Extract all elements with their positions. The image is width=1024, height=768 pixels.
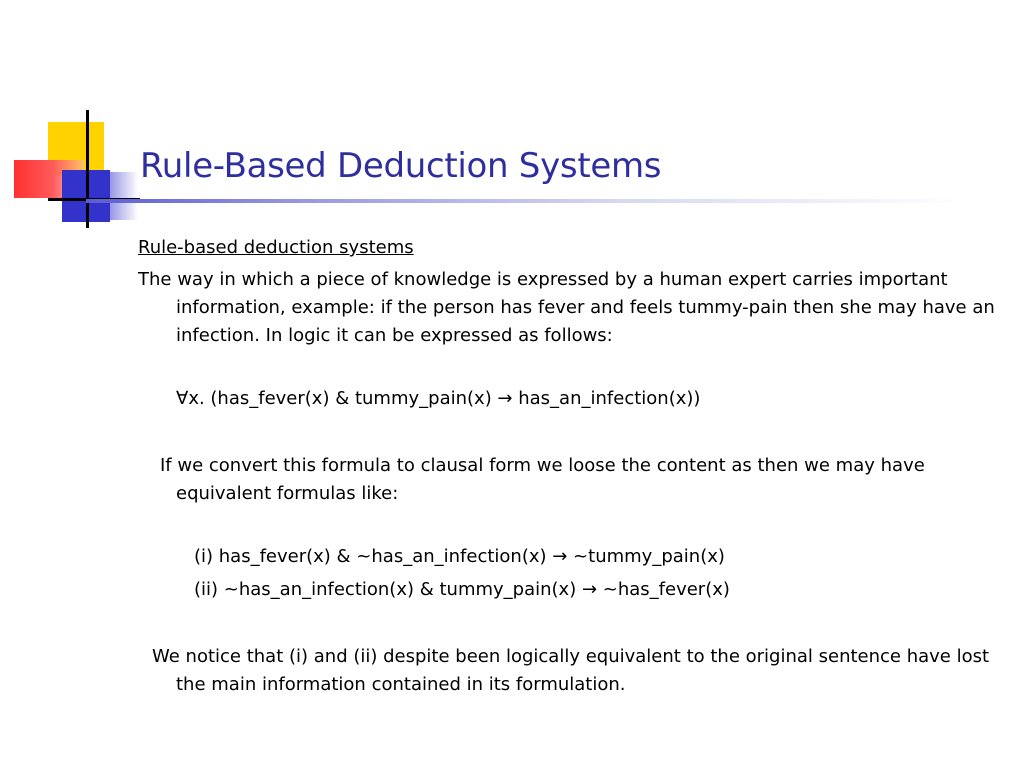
equivalent-formula-i: (i) has_fever(x) & ~has_an_infection(x) → ~tummy_pain(x) [194,546,725,567]
logo-blue-fade [108,172,138,220]
slide-title: Rule-Based Deduction Systems [140,146,662,186]
slide-logo-decoration [0,0,140,240]
paragraph-knowledge-expression: The way in which a piece of knowledge is expressed by a human expert carries important information, example: if the person has fever and feels tummy-pain then she may have an infection. In logic it can be expressed as follows: [138,269,995,346]
logic-formula: ∀x. (has_fever(x) & tummy_pain(x) → has_an_infection(x)) [176,388,701,409]
title-underline-rule [86,199,966,203]
paragraph-conclusion: We notice that (i) and (ii) despite been logically equivalent to the original sentence have lost the main information contained in its formulation. [152,646,990,695]
logo-vertical-line [86,110,89,228]
subheading: Rule-based deduction systems [138,237,414,258]
equivalent-formula-ii: (ii) ~has_an_infection(x) & tummy_pain(x) → ~has_fever(x) [194,579,730,600]
paragraph-clausal-form: If we convert this formula to clausal form we loose the content as then we may have equivalent formulas like: [160,455,925,504]
